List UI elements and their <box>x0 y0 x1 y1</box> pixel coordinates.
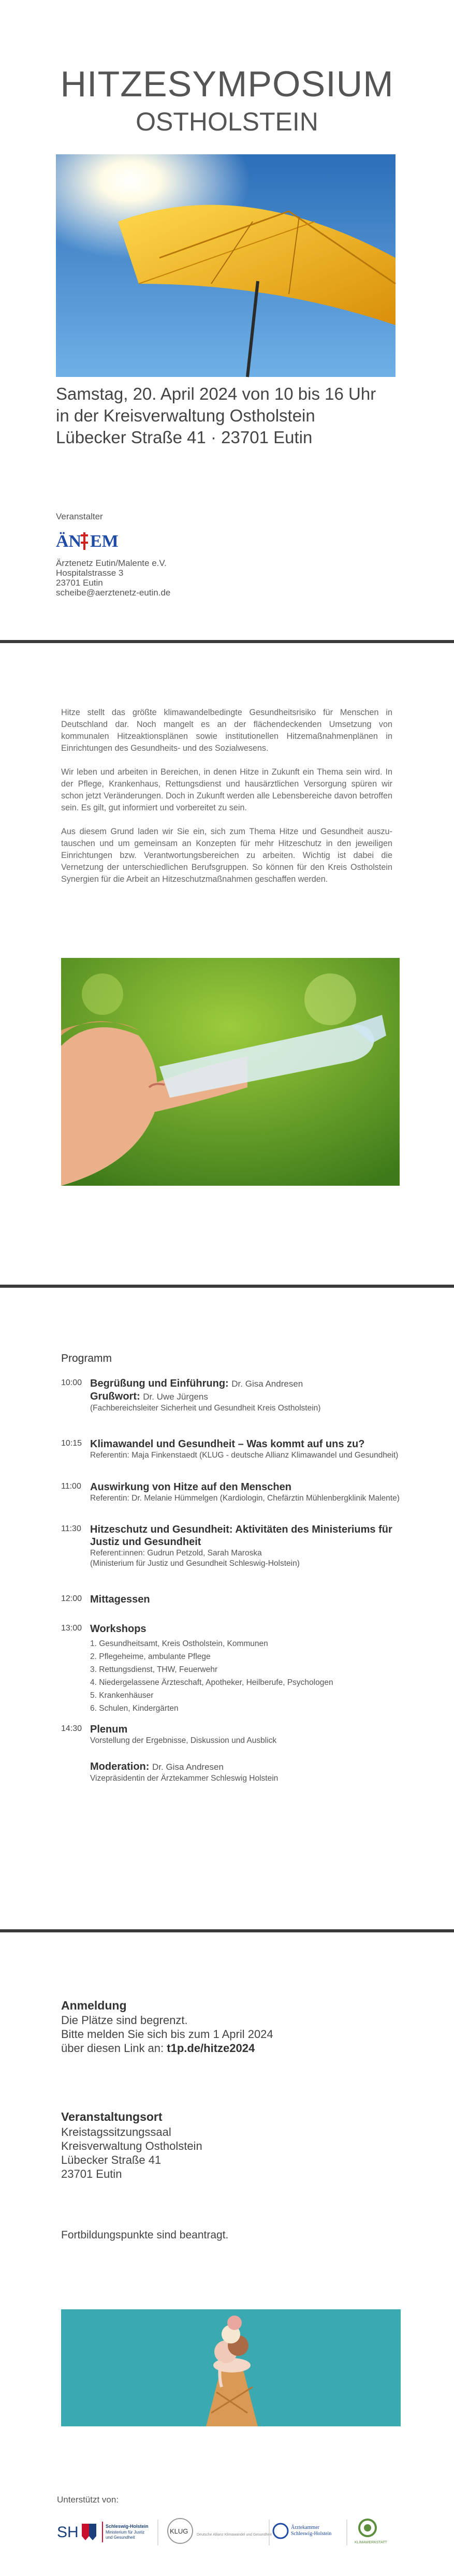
program-speaker: Dr. Uwe Jürgens <box>143 1392 208 1402</box>
workshop-item: 6. Schulen, Kindergärten <box>90 1704 179 1713</box>
child-drinking-image <box>61 958 400 1186</box>
program-heading: Begrüßung und Einführung: <box>90 1378 229 1389</box>
workshop-item: 5. Krankenhäuser <box>90 1691 154 1700</box>
event-date-venue <box>56 383 408 448</box>
svg-text:EM: EM <box>90 532 119 551</box>
event-date: Samstag, 20. April 2024 von 10 bis 16 Uhr <box>56 384 376 403</box>
svg-text:Schleswig-Holstein: Schleswig-Holstein <box>291 2531 332 2537</box>
svg-text:Schleswig-Holstein: Schleswig-Holstein <box>106 2524 149 2529</box>
registration-label: Anmeldung <box>61 1999 127 2012</box>
venue-line: Lübecker Straße 41 <box>61 2153 162 2166</box>
organizer-address <box>56 558 170 598</box>
program-time: 13:00 <box>61 1624 82 1633</box>
program-speaker: Dr. Gisa Andresen <box>152 1762 224 1772</box>
program-detail: (Fachbereichsleiter Sicherheit und Gesundheit Kreis Ostholstein) <box>90 1404 321 1413</box>
program-detail: Vizepräsidentin der Ärztekammer Schleswig Holstein <box>90 1774 279 1783</box>
program-detail: Vorstellung der Ergebnisse, Diskussion und Ausblick <box>90 1736 277 1745</box>
child-drinking-illustration <box>61 958 400 1186</box>
venue-address <box>61 2125 202 2181</box>
program-speaker: Dr. Gisa Andresen <box>231 1379 303 1389</box>
ministry-logo <box>102 2522 149 2542</box>
intro-paragraph: Wir leben und arbeiten in Bereichen, in denen Hitze in Zukunft ein Thema sein wird. In der Pflege, Krankenhaus, Rettungsdienst und hausärztlichen Versorgung spüren wir schon jetzt Veränderungen. Doch in Zukunft werden alle Lebensbereiche davon betroffen sein. Es gilt, gut informiert und vorbereitet zu sein. <box>61 767 392 812</box>
event-venue: in der Kreisverwaltung Ostholstein <box>56 406 315 425</box>
svg-text:ÄN: ÄN <box>56 532 82 551</box>
program-time: 14:30 <box>61 1724 82 1733</box>
workshop-item: 1. Gesundheitsamt, Kreis Ostholstein, Kommunen <box>90 1639 268 1648</box>
registration-line: Die Plätze sind begrenzt. <box>61 2014 188 2027</box>
umbrella-image <box>56 154 396 377</box>
program-detail: Referentin: Dr. Melanie Hümmelgen (Kardiologin, Chefärztin Mühlenbergklinik Malente) <box>90 1494 400 1503</box>
svg-text:Ministerium für Justiz: Ministerium für Justiz <box>106 2530 145 2535</box>
aenem-logo <box>56 528 119 554</box>
page-divider <box>0 1285 454 1288</box>
program-heading: Moderation: <box>90 1761 150 1772</box>
org-street: Hospitalstrasse 3 <box>56 568 124 578</box>
program-time: 12:00 <box>61 1594 82 1603</box>
melting-icecream-image <box>61 2309 401 2426</box>
program-time: 10:15 <box>61 1439 82 1448</box>
program-heading: Hitzeschutz und Gesundheit: Aktivitäten des Ministeriums für Justiz und Gesundheit <box>90 1524 392 1548</box>
program-heading: Mittagessen <box>90 1594 150 1605</box>
venue-line: Kreisverwaltung Ostholstein <box>61 2140 202 2152</box>
program-heading: Auswirkung von Hitze auf den Menschen <box>90 1481 291 1493</box>
program-heading: Grußwort: <box>90 1391 140 1402</box>
venue-line: Kreistagssitzungssaal <box>61 2126 171 2138</box>
klug-logo <box>168 2519 272 2543</box>
page-divider <box>0 1929 454 1932</box>
organizer-label: Veranstalter <box>56 512 103 521</box>
program-detail: (Ministerium für Justiz und Gesundheit Schleswig-Holstein) <box>90 1559 300 1568</box>
program-time: 10:00 <box>61 1378 82 1387</box>
org-email[interactable]: scheibe@aerztenetz-eutin.de <box>56 588 171 598</box>
sh-logo <box>57 2524 96 2541</box>
intro-text <box>61 707 392 897</box>
org-city: 23701 Eutin <box>56 578 103 588</box>
venue-line: 23701 Eutin <box>61 2167 122 2180</box>
registration-text <box>61 2013 273 2055</box>
program-time: 11:00 <box>61 1482 81 1491</box>
cme-note: Fortbildungspunkte sind beantragt. <box>61 2229 229 2241</box>
icecream-illustration <box>61 2309 401 2426</box>
umbrella-illustration <box>56 154 396 377</box>
intro-paragraph: Hitze stellt das größte klimawandelbedingte Gesundheitsrisiko für Menschen in Deutschland dar. Noch mangelt es an der flächendeckenden Umsetzung von kommunalen Hitzeaktionsplänen sowie institutionellen Hitzemaßnahmenplänen in Einrichtungen des Gesundheits- und des Sozialwesens. <box>61 708 392 753</box>
svg-text:und Gesundheit: und Gesundheit <box>106 2535 135 2540</box>
aerztekammer-logo <box>273 2524 331 2538</box>
sponsor-logos <box>57 2512 399 2554</box>
registration-link[interactable]: t1p.de/hitze2024 <box>167 2042 255 2055</box>
registration-line: Bitte melden Sie sich bis zum 1 April 2024 <box>61 2028 273 2041</box>
program-time: 11:30 <box>61 1524 81 1533</box>
supporters-label: Unterstützt von: <box>57 2495 119 2505</box>
intro-paragraph: Aus diesem Grund laden wir Sie ein, sich zum Thema Hitze und Gesundheit auszu-tauschen und um gemeinsam an Konzepten für mehr Hitzeschutz in den jeweiligen Einrichtungen bzw. Verantwortungsbereichen zu arbeiten. Wichtig ist dabei die Vernetzung der unterschiedlichen Berufsgruppen. So können für den Kreis Ostholstein Synergien für die Arbeit an Hitzeschutzmaßnahmen geschaffen werden. <box>61 827 392 884</box>
sponsor-klima-text: KLIMAWERKSTATT <box>355 2541 387 2544</box>
klimawerkstatt-logo <box>355 2520 388 2544</box>
program-detail: Referent:innen: Gudrun Petzold, Sarah Maroska <box>90 1549 262 1558</box>
program-heading: Klimawandel und Gesundheit – Was kommt auf uns zu? <box>90 1438 365 1450</box>
venue-label: Veranstaltungsort <box>61 2110 163 2123</box>
program-heading: Workshops <box>90 1623 147 1635</box>
org-name: Ärztenetz Eutin/Malente e.V. <box>56 558 167 568</box>
sponsor-sh-text: SH <box>57 2524 79 2541</box>
program-title: Programm <box>61 1352 112 1364</box>
svg-text:Deutsche Allianz Klimawandel u: Deutsche Allianz Klimawandel und Gesundheit <box>197 2533 272 2537</box>
program-heading: Plenum <box>90 1724 128 1735</box>
page-divider <box>0 640 454 643</box>
workshop-item: 2. Pflegeheime, ambulante Pflege <box>90 1652 211 1661</box>
event-address: Lübecker Straße 41 · 23701 Eutin <box>56 428 313 447</box>
title-sub: OSTHOLSTEIN <box>136 107 318 136</box>
sponsor-klug-text: KLUG <box>170 2527 188 2535</box>
svg-text:Ärztekammer: Ärztekammer <box>291 2525 319 2530</box>
workshop-item: 4. Niedergelassene Ärzteschaft, Apotheker, Heilberufe, Psychologen <box>90 1678 333 1687</box>
program-detail: Referentin: Maja Finkenstaedt (KLUG - deutsche Allianz Klimawandel und Gesundheit) <box>90 1451 399 1460</box>
workshop-item: 3. Rettungsdienst, THW, Feuerwehr <box>90 1665 218 1674</box>
title-main: HITZESYMPOSIUM <box>60 64 394 104</box>
registration-line: über diesen Link an: <box>61 2042 167 2055</box>
workshop-list <box>90 1637 411 1715</box>
